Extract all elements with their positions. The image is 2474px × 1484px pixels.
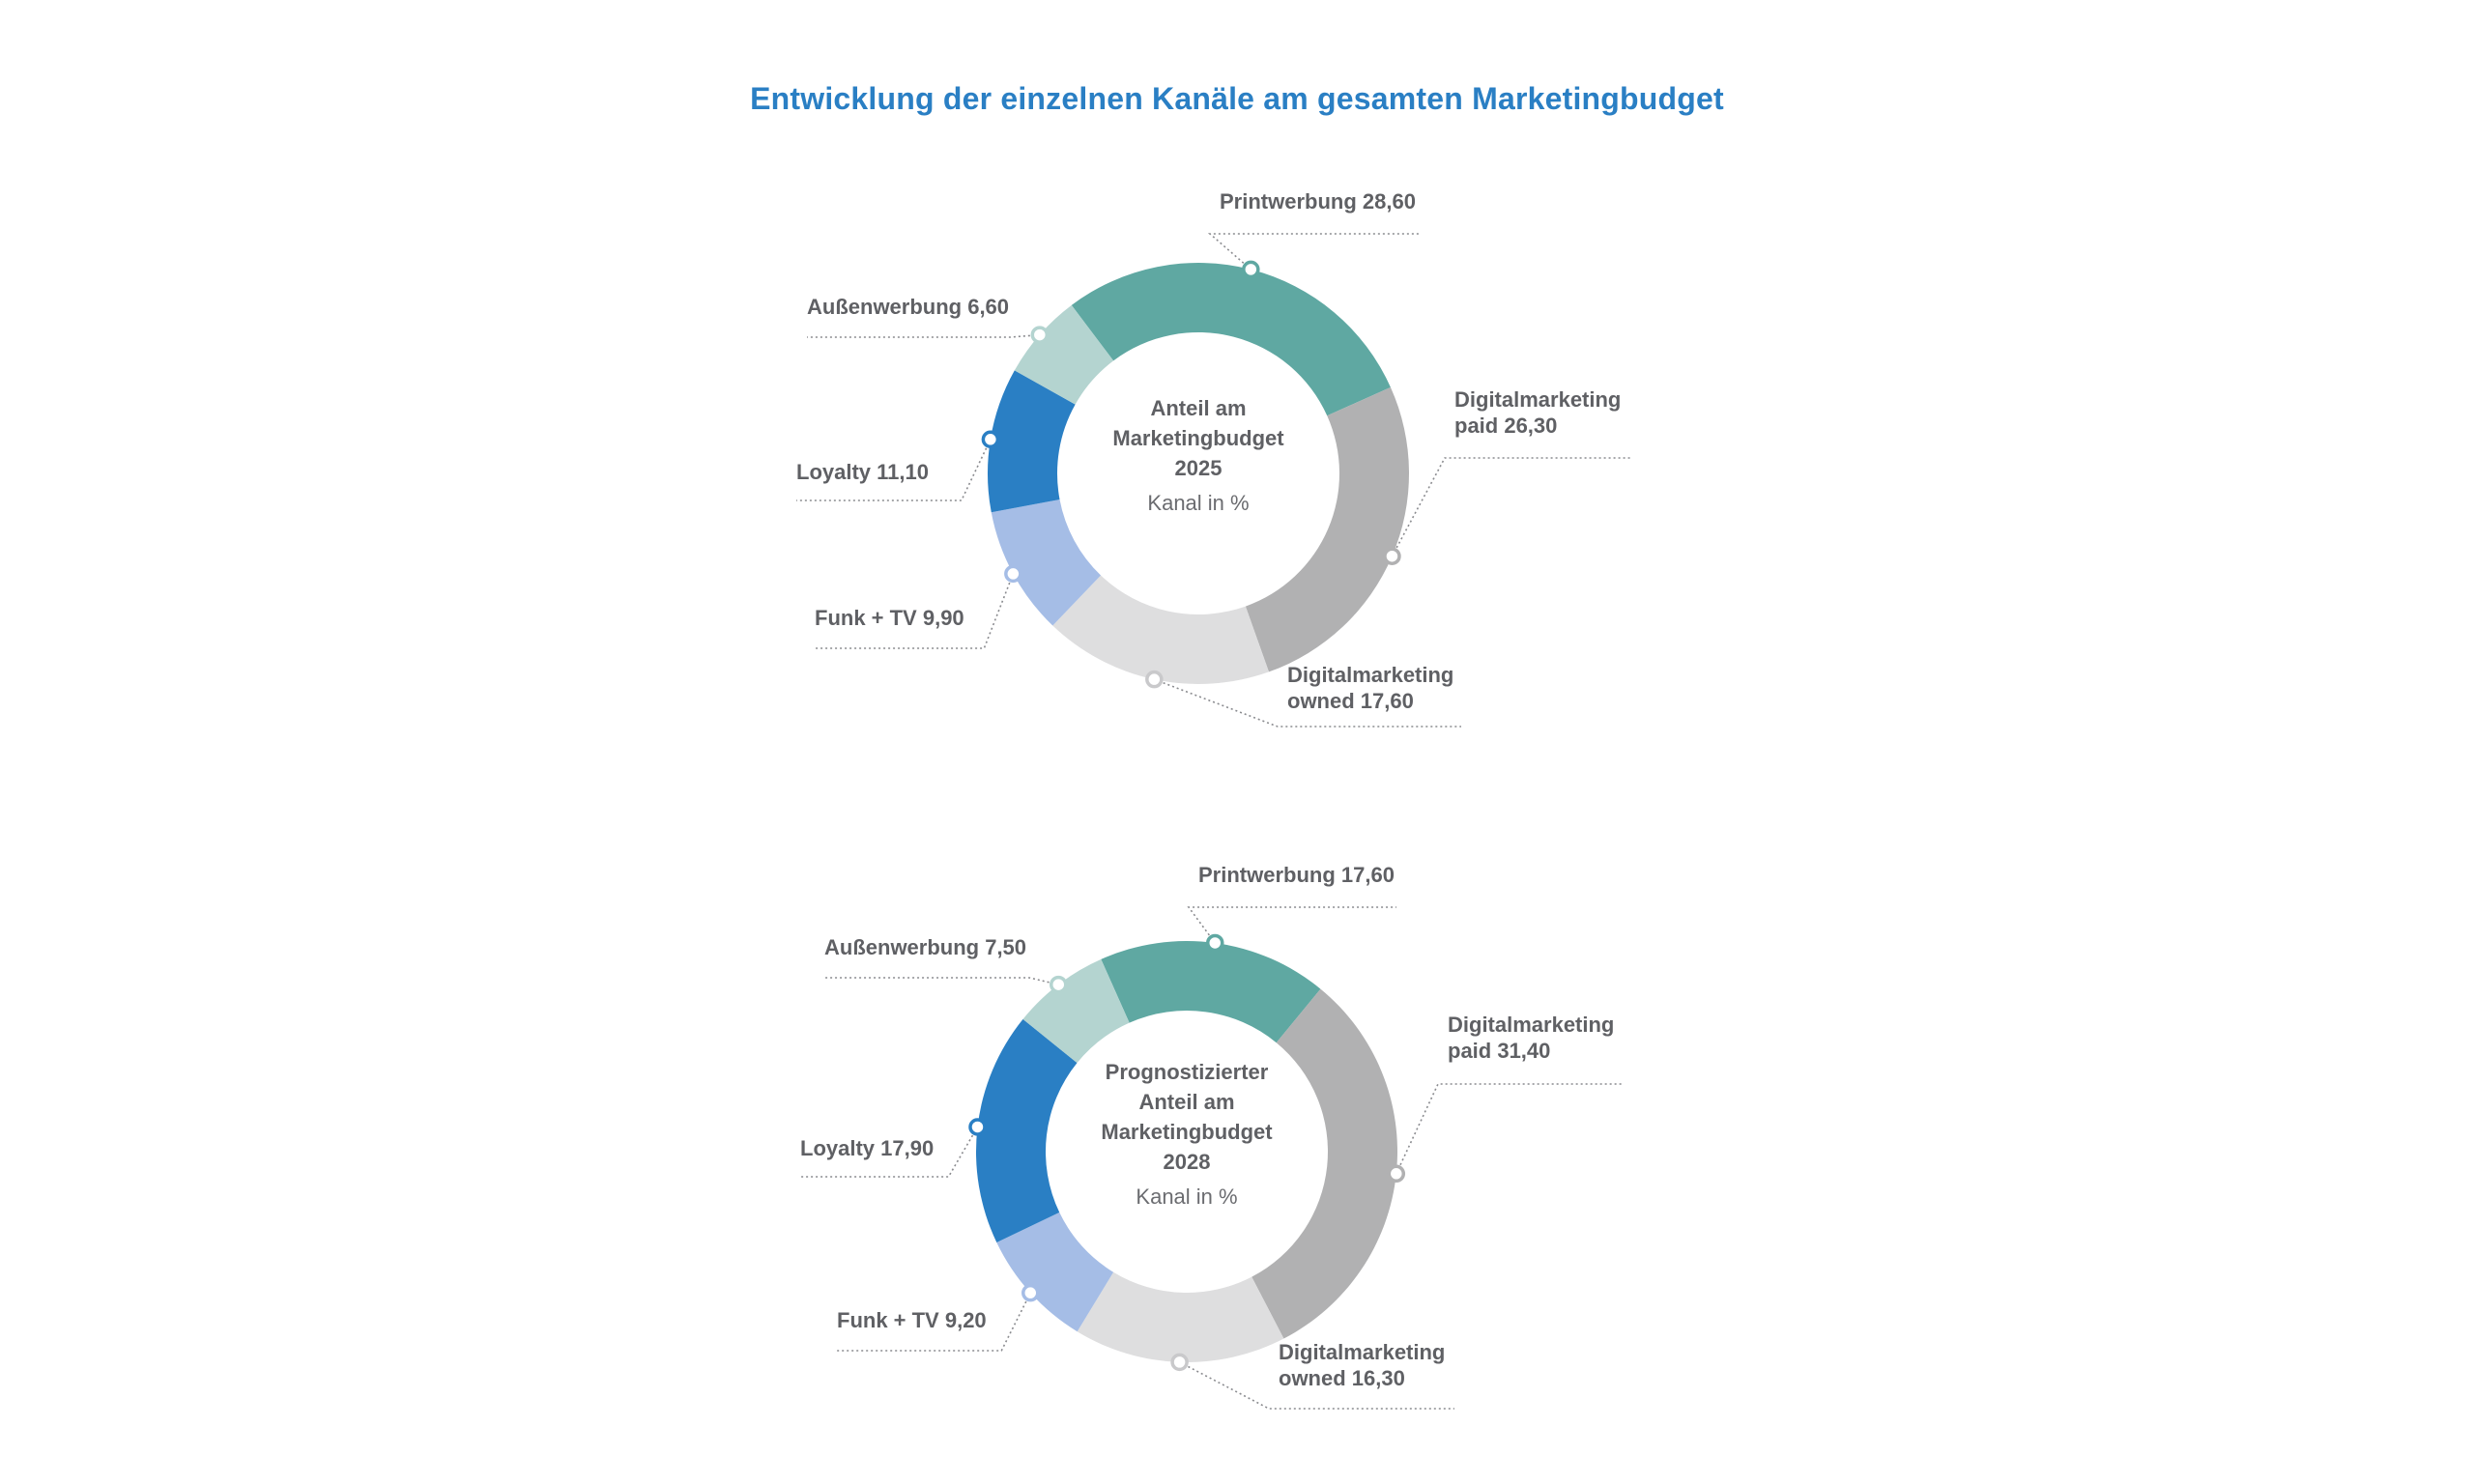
center-label-line: Anteil am: [1150, 396, 1247, 420]
marker-dot-digitalmarketing-paid: [1389, 1166, 1403, 1181]
slice-label-digitalmarketing-owned: Digitalmarketing owned 16,30: [1279, 1340, 1446, 1390]
center-unit-label: Kanal in %: [1147, 491, 1250, 515]
chart-title: Entwicklung der einzelnen Kanäle am gesamten Marketingbudget: [750, 81, 1724, 116]
slice-loyalty: [976, 1019, 1077, 1242]
marker-dot-digitalmarketing-paid: [1385, 549, 1399, 563]
slice-label-funk-tv: Funk + TV 9,20: [837, 1308, 987, 1332]
leader-line-printwerbung: [1210, 234, 1419, 270]
center-label-line: Marketingbudget: [1112, 426, 1284, 450]
center-label-line: 2025: [1174, 456, 1223, 480]
leader-line-digitalmarketing-paid: [1396, 1084, 1624, 1174]
center-label-line: 2028: [1163, 1150, 1211, 1174]
slice-label-funk-tv: Funk + TV 9,90: [815, 606, 964, 630]
slice-digitalmarketing-owned: [1078, 1272, 1284, 1362]
marker-dot-aussenwerbung: [1051, 978, 1066, 992]
slice-label-printwerbung: Printwerbung 17,60: [1198, 863, 1395, 887]
slice-label-digitalmarketing-paid: Digitalmarketing paid 31,40: [1448, 1013, 1615, 1063]
marker-dot-digitalmarketing-owned: [1172, 1355, 1187, 1369]
marker-dot-funk-tv: [1006, 566, 1021, 581]
slice-label-loyalty: Loyalty 17,90: [800, 1136, 935, 1160]
leader-line-digitalmarketing-paid: [1392, 458, 1631, 556]
center-label-line: Prognostizierter: [1105, 1060, 1269, 1084]
slice-label-printwerbung: Printwerbung 28,60: [1220, 189, 1416, 214]
slice-printwerbung: [1101, 941, 1320, 1042]
leader-line-aussenwerbung: [824, 978, 1058, 985]
slice-label-digitalmarketing-owned: Digitalmarketing owned 17,60: [1287, 663, 1454, 713]
marker-dot-funk-tv: [1023, 1286, 1038, 1300]
donut-chart-1: [796, 189, 1631, 727]
slice-printwerbung: [1072, 263, 1391, 415]
marker-dot-digitalmarketing-owned: [1147, 672, 1162, 687]
marker-dot-printwerbung: [1244, 262, 1258, 276]
center-unit-label: Kanal in %: [1136, 1184, 1238, 1209]
donut-chart-2: [800, 863, 1624, 1409]
center-label-line: Anteil am: [1138, 1090, 1235, 1114]
slice-digitalmarketing-paid: [1251, 989, 1397, 1339]
marker-dot-loyalty: [970, 1120, 985, 1134]
slice-label-digitalmarketing-paid: Digitalmarketing paid 26,30: [1454, 387, 1622, 438]
center-label-line: Marketingbudget: [1101, 1120, 1273, 1144]
marker-dot-loyalty: [983, 432, 997, 446]
marker-dot-aussenwerbung: [1032, 328, 1047, 342]
slice-label-aussenwerbung: Außenwerbung 7,50: [824, 935, 1027, 959]
slice-label-loyalty: Loyalty 11,10: [796, 460, 929, 484]
marker-dot-printwerbung: [1208, 935, 1223, 950]
leader-line-aussenwerbung: [807, 335, 1040, 337]
slice-label-aussenwerbung: Außenwerbung 6,60: [807, 295, 1010, 319]
